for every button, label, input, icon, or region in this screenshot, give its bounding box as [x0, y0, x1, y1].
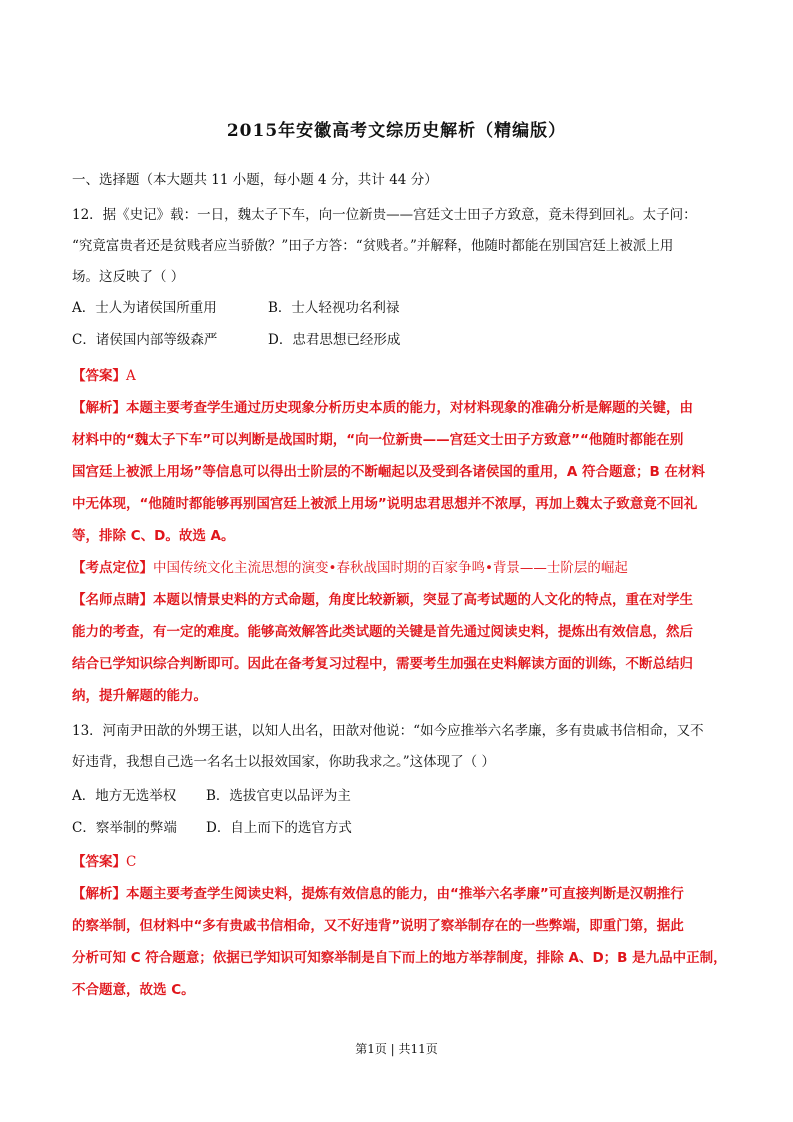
question-stem-line: 好违背，我想自己选一名名士以报效国家，你助我求之。”这体现了（ ）: [72, 754, 495, 770]
analysis-label: 【解析】: [72, 886, 126, 902]
analysis-line: [72, 396, 693, 416]
topic-text: 中国传统文化主流思想的演变•春秋战国时期的百家争鸣•背景——士阶层的崛起: [153, 560, 628, 576]
analysis-text: 本题主要考查学生通过历史现象分析历史本质的能力，对材料现象的准确分析是解题的关键，由: [126, 400, 693, 416]
analysis-line: [72, 882, 684, 902]
question-stem-line: “究竟富贵者还是贫贱者应当骄傲？”田子方答：“贫贱者。”并解释，他随时都能在别国宫廷上被派上用: [72, 238, 674, 254]
topic-line: [72, 556, 628, 576]
answer-line: [72, 364, 136, 384]
analysis-line: 材料中的“魏太子下车”可以判断是战国时期，“向一位新贵——宫廷文士田子方致意”“他随时都能在别: [72, 432, 684, 448]
analysis-line: 不合题意，故选 C。: [72, 982, 195, 998]
option-c: C．诸侯国内部等级森严: [72, 332, 218, 348]
option-a: A．士人为诸侯国所重用: [72, 300, 217, 316]
comment-text: 本题以情景史料的方式命题，角度比较新颖，突显了高考试题的人文化的特点，重在对学生: [153, 592, 693, 608]
question-stem-line: 12．据《史记》载：一日，魏太子下车，向一位新贵——宫廷文士田子方致意，竟未得到回礼。太子问：: [72, 207, 697, 223]
comment-line: 纳，提升解题的能力。: [72, 688, 207, 704]
option-b: B．士人轻视功名利禄: [268, 300, 400, 316]
section-header: 一、选择题（本大题共 11 小题，每小题 4 分，共计 44 分）: [72, 172, 438, 188]
option-a: A．地方无选举权: [72, 788, 177, 804]
topic-label: 【考点定位】: [72, 560, 153, 576]
answer-value: A: [126, 368, 136, 384]
analysis-label: 【解析】: [72, 400, 126, 416]
question-stem-line: 13．河南尹田歆的外甥王谌，以知人出名，田歆对他说：“如今应推举六名孝廉，多有贵戚书信相命，又不: [72, 723, 704, 739]
analysis-line: 中无体现，“他随时都能够再别国宫廷上被派上用场”说明忠君思想并不浓厚，再加上魏太子致意竟不回礼: [72, 496, 698, 512]
answer-label: 【答案】: [72, 854, 126, 870]
analysis-line: 国宫廷上被派上用场”等信息可以得出士阶层的不断崛起以及受到各诸侯国的重用，A 符合题意；B 在材料: [72, 464, 706, 480]
answer-line: [72, 850, 136, 870]
answer-value: C: [126, 854, 137, 870]
comment-label: 【名师点睛】: [72, 592, 153, 608]
option-d: D．忠君思想已经形成: [268, 332, 401, 348]
analysis-line: 等，排除 C、D。故选 A。: [72, 528, 235, 544]
answer-label: 【答案】: [72, 368, 126, 384]
analysis-line: 的察举制，但材料中“多有贵戚书信相命，又不好违背”说明了察举制存在的一些弊端，即重门第，据此: [72, 918, 684, 934]
option-d: D．自上而下的选官方式: [206, 820, 352, 836]
document-title: 2015年安徽高考文综历史解析（精编版）: [226, 121, 567, 141]
question-stem-line: 场。这反映了（ ）: [72, 269, 185, 285]
comment-line: 结合已学知识综合判断即可。因此在备考复习过程中，需要考生加强在史料解读方面的训练，不断总结归: [72, 656, 693, 672]
option-b: B．选拔官吏以品评为主: [206, 788, 351, 804]
option-c: C．察举制的弊端: [72, 820, 177, 836]
analysis-line: 分析可知 C 符合题意；依据已学知识可知察举制是自下而上的地方举荐制度，排除 A、D；B 是九品中正制，: [72, 950, 727, 966]
comment-line: 能力的考查，有一定的难度。能够高效解答此类试题的关键是首先通过阅读史料，提炼出有效信息，然后: [72, 624, 693, 640]
comment-line: [72, 588, 693, 608]
analysis-text: 本题主要考查学生阅读史料，提炼有效信息的能力，由“推举六名孝廉”可直接判断是汉朝推行: [126, 886, 684, 902]
page-footer: 第1页 | 共11页: [355, 1042, 438, 1056]
